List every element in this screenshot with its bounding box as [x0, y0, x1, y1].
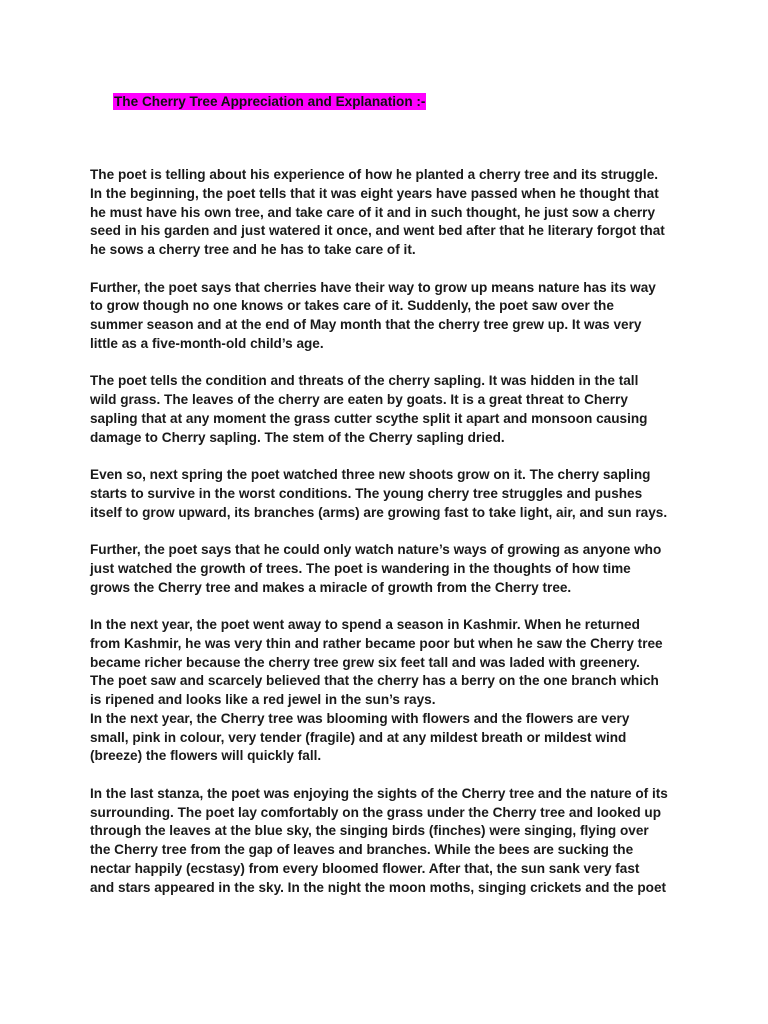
text-line: In the next year, the poet went away to spend a season in Kashmir. When he returned: [90, 617, 640, 632]
text-line: In the next year, the Cherry tree was blooming with flowers and the flowers are very: [90, 710, 630, 726]
text-line: starts to survive in the worst conditions. The young cherry tree struggles and pushes: [90, 485, 643, 501]
text-line: became richer because the cherry tree grew six feet tall and was laded with greenery.: [90, 654, 640, 670]
paragraph-2: [90, 279, 690, 354]
text-line: small, pink in colour, very tender (fragile) and at any mildest breath or mildest wind: [90, 729, 627, 745]
text-line: In the last stanza, the poet was enjoying the sights of the Cherry tree and the nature of its: [90, 785, 668, 801]
document-body: [90, 166, 690, 897]
text-line: seed in his garden and just watered it once, and went bed after that he literary forgot that: [90, 223, 665, 239]
paragraph-4: [90, 466, 690, 522]
text-line: the Cherry tree from the gap of leaves and branches. While the bees are sucking the: [90, 842, 634, 857]
text-line: summer season and at the end of May month that the cherry tree grew up. It was very: [90, 317, 642, 332]
text-line: In the beginning, the poet tells that it was eight years have passed when he thought that: [90, 185, 659, 201]
paragraph-5: [90, 541, 690, 597]
text-line: nectar happily (ecstasy) from every bloomed flower. After that, the sun sank very fast: [90, 860, 640, 876]
text-line: he sows a cherry tree and he has to take care of it.: [90, 242, 416, 257]
text-line: sapling that at any moment the grass cutter scythe split it apart and monsoon causing: [90, 410, 648, 426]
text-line: damage to Cherry sapling. The stem of the Cherry sapling dried.: [90, 429, 505, 445]
paragraph-8: [90, 785, 690, 898]
text-line: The poet tells the condition and threats of the cherry sapling. It was hidden in the tall: [90, 373, 639, 389]
text-line: little as a five-month-old child’s age.: [90, 335, 324, 351]
paragraph-1: [90, 166, 690, 260]
text-line: just watched the growth of trees. The poet is wandering in the thoughts of how time: [90, 560, 631, 576]
text-line: Further, the poet says that cherries have their way to grow up means nature has its way: [90, 279, 656, 295]
text-line: from Kashmir, he was very thin and rather became poor but when he saw the Cherry tree: [90, 635, 663, 651]
document-title: The Cherry Tree Appreciation and Explanation :-: [114, 94, 426, 109]
text-line: (breeze) the flowers will quickly fall.: [90, 748, 322, 764]
text-line: The poet saw and scarcely believed that the cherry has a berry on the one branch which: [90, 673, 659, 689]
text-line: Even so, next spring the poet watched three new shoots grow on it. The cherry sapling: [90, 467, 651, 482]
text-line: wild grass. The leaves of the cherry are eaten by goats. It is a great threat to Cherry: [90, 392, 628, 407]
paragraph-3: [90, 372, 690, 447]
paragraph-6: [90, 616, 690, 710]
text-line: is ripened and looks like a red jewel in the sun’s rays.: [90, 692, 436, 707]
text-line: he must have his own tree, and take care of it and in such thought, he just sow a cherry: [90, 204, 656, 220]
text-line: and stars appeared in the sky. In the night the moon moths, singing crickets and the poet: [90, 879, 667, 895]
paragraph-7: [90, 710, 690, 766]
text-line: to grow though no one knows or takes care of it. Suddenly, the poet saw over the: [90, 298, 614, 314]
text-line: through the leaves at the blue sky, the singing birds (finches) were singing, flying over: [90, 823, 649, 839]
text-line: The poet is telling about his experience of how he planted a cherry tree and its struggle.: [90, 167, 659, 182]
text-line: itself to grow upward, its branches (arms) are growing fast to take light, air, and sun rays.: [90, 504, 668, 520]
text-line: grows the Cherry tree and makes a miracle of growth from the Cherry tree.: [90, 579, 572, 595]
text-line: surrounding. The poet lay comfortably on the grass under the Cherry tree and looked up: [90, 804, 662, 820]
text-line: Further, the poet says that he could only watch nature’s ways of growing as anyone who: [90, 542, 662, 557]
